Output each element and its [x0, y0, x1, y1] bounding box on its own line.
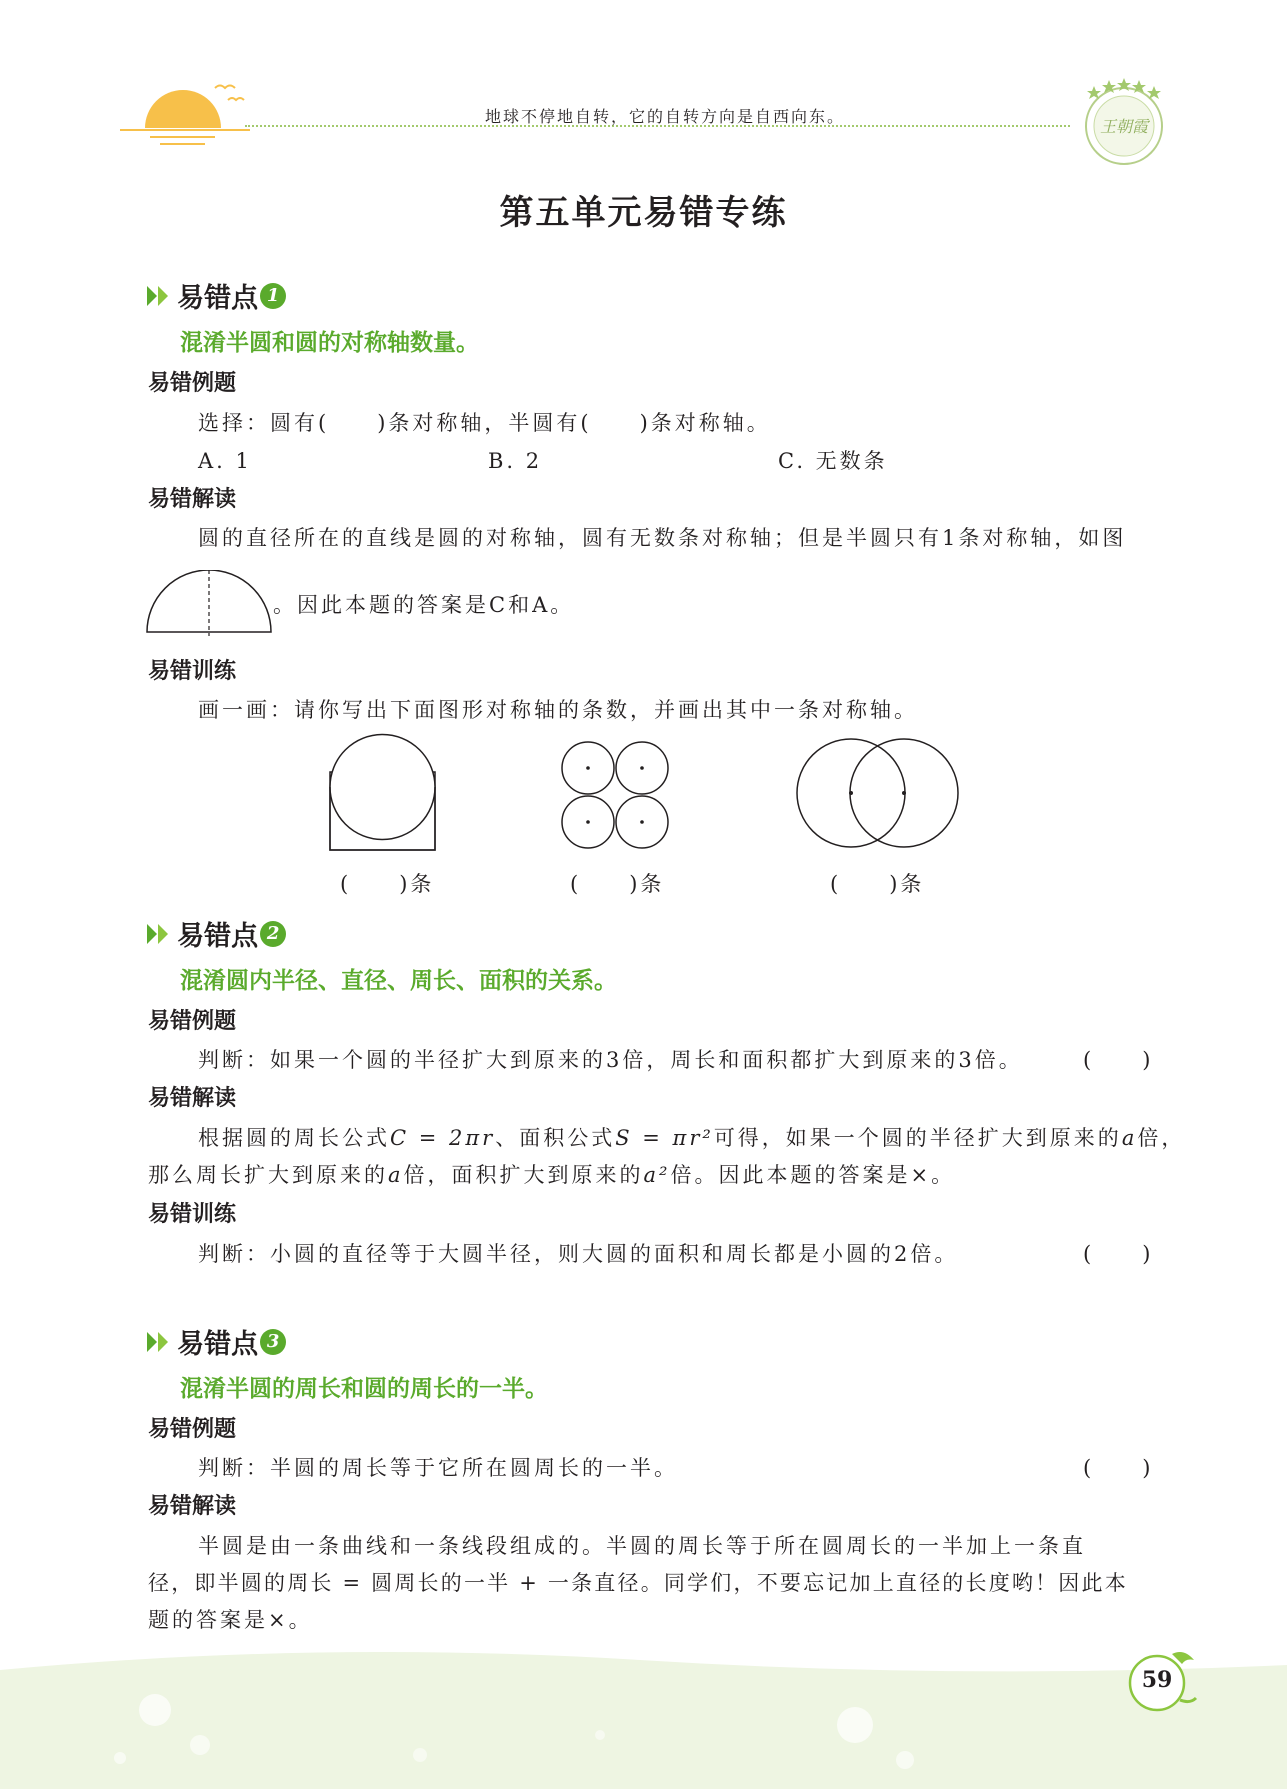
text-span: 倍，面积扩大到原来的 [403, 1163, 644, 1187]
semicircle-figure [145, 570, 275, 636]
brand-logo-text: 王朝霞 [1099, 117, 1148, 136]
section-3-example-answer-blank[interactable]: ( ) [1083, 1456, 1154, 1480]
section-3-subtitle: 混淆半圆的周长和圆的周长的一半。 [180, 1376, 548, 1402]
section-2-example-question: 判断：如果一个圆的半径扩大到原来的3倍，周长和面积都扩大到原来的3倍。 [198, 1048, 1023, 1072]
double-arrow-icon [146, 1329, 172, 1355]
section-1-option-c: C. 无数条 [778, 449, 888, 473]
section-1-subtitle: 混淆半圆和圆的对称轴数量。 [180, 330, 479, 356]
section-3-example-label: 易错例题 [148, 1417, 237, 1442]
section-2-explain-line2 [148, 1157, 955, 1193]
section-3-explain-line3: 题的答案是×。 [148, 1608, 313, 1632]
section-2-header [146, 914, 286, 953]
area-formula: S = πr² [615, 1126, 714, 1150]
section-2-subtitle: 混淆圆内半径、直径、周长、面积的关系。 [180, 968, 617, 994]
section-3-title: 易错点 [177, 1329, 259, 1360]
text-span: 倍。因此本题的答案是×。 [670, 1163, 956, 1187]
section-3-number-badge: 3 [260, 1329, 286, 1355]
section-3-explain-line2: 径，即半圆的周长 = 圆周长的一半 + 一条直径。同学们，不要忘记加上直径的长度哟！因此本 [148, 1571, 1128, 1595]
section-1-number-badge: 1 [260, 283, 286, 309]
section-2-train-question: 判断：小圆的直径等于大圆半径，则大圆的面积和周长都是小圆的2倍。 [198, 1242, 959, 1266]
section-1-option-a: A. 1 [198, 449, 252, 473]
section-2-title: 易错点 [177, 921, 259, 952]
figure-circle-square [325, 732, 440, 854]
section-2-example-label: 易错例题 [148, 1009, 237, 1034]
section-1-explain-label: 易错解读 [148, 487, 237, 512]
text-span: 根据圆的周长公式 [198, 1126, 390, 1150]
variable-a: a [388, 1163, 404, 1187]
section-1-example-label: 易错例题 [148, 371, 237, 396]
double-arrow-icon [146, 283, 172, 309]
text-span: 、面积公式 [495, 1126, 616, 1150]
variable-a: a [1121, 1126, 1138, 1150]
circumference-formula: C = 2πr [390, 1126, 496, 1150]
section-1-example-question: 选择：圆有( )条对称轴，半圆有( )条对称轴。 [198, 411, 771, 435]
figure-four-circles [560, 740, 670, 850]
section-3-header [146, 1322, 286, 1361]
double-arrow-icon [146, 921, 172, 947]
footer-wave-decoration [0, 1640, 1287, 1789]
figure-1-answer-blank[interactable]: ( )条 [340, 872, 435, 896]
section-3-explain-label: 易错解读 [148, 1494, 237, 1519]
figure-2-answer-blank[interactable]: ( )条 [570, 872, 665, 896]
section-2-explain-label: 易错解读 [148, 1086, 237, 1111]
section-1-title: 易错点 [177, 283, 259, 314]
section-1-train-question: 画一画：请你写出下面图形对称轴的条数，并画出其中一条对称轴。 [198, 698, 918, 722]
section-1-train-label: 易错训练 [148, 659, 237, 684]
figure-overlapping-circles [795, 737, 960, 849]
page-title: 第五单元易错专练 [499, 193, 788, 233]
section-2-train-label: 易错训练 [148, 1202, 237, 1227]
header-tagline: 地球不停地自转，它的自转方向是自西向东。 [485, 107, 846, 126]
section-2-number-badge: 2 [260, 921, 286, 947]
section-1-option-b: B. 2 [488, 449, 543, 473]
figure-3-answer-blank[interactable]: ( )条 [830, 872, 925, 896]
text-span: 可得，如果一个圆的半径扩大到原来的 [713, 1126, 1122, 1150]
section-1-explain-line2: 。因此本题的答案是C和A。 [273, 593, 575, 617]
section-2-example-answer-blank[interactable]: ( ) [1083, 1048, 1154, 1072]
text-span: 倍， [1137, 1126, 1186, 1150]
section-3-explain-line1: 半圆是由一条曲线和一条线段组成的。半圆的周长等于所在圆周长的一半加上一条直 [198, 1534, 1086, 1558]
variable-a-squared: a² [643, 1163, 671, 1187]
section-2-explain-line1 [198, 1120, 1185, 1156]
section-3-example-question: 判断：半圆的周长等于它所在圆周长的一半。 [198, 1456, 678, 1480]
page-number: 59 [1141, 1667, 1173, 1693]
text-span: 那么周长扩大到原来的 [148, 1163, 388, 1187]
section-1-explain-line1: 圆的直径所在的直线是圆的对称轴，圆有无数条对称轴；但是半圆只有1条对称轴，如图 [198, 526, 1127, 550]
section-1-header [146, 276, 286, 315]
brand-logo [1080, 78, 1168, 166]
header-sun-decoration [120, 70, 250, 150]
section-2-train-answer-blank[interactable]: ( ) [1083, 1242, 1154, 1266]
